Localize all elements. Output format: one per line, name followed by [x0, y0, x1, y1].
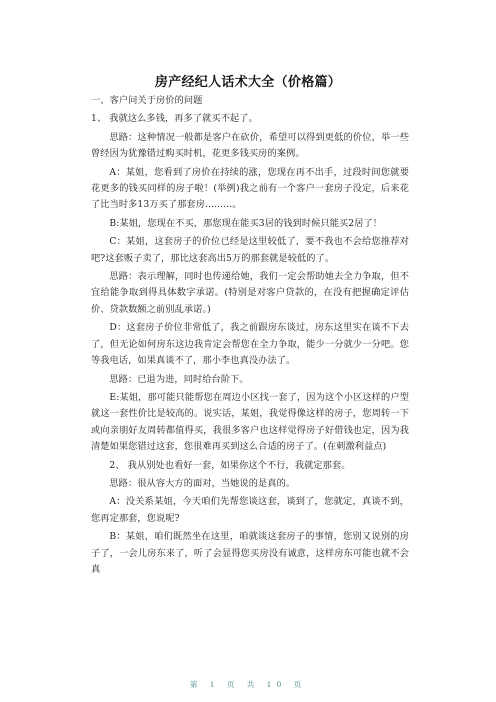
paragraph: E:某姐，那可能只能帮您在周边小区找一套了，因为这个小区这样的户型就这一套性价比是较高的。说实话，某姐，我觉得像这样的房子，您周转一下或向亲朋好友周转都值得买，我很多客户也这样觉得房子好借钱也定，因为我清楚如果您错过这套，您很难再买到这么合适的房子了。(在刺激利益点)	[91, 391, 409, 453]
paragraph: 2、 我从别处也看好一套，如果你这个不行，我就定那套。	[109, 459, 351, 471]
paragraph: A：没关系某姐，今天咱们先帮您谈这套，谈到了，您就定，真谈不到，您再定那套，您说呢?	[91, 496, 409, 524]
paragraph: 思路：这种情况一般都是客户在砍价，希望可以得到更低的价位，举一些曾经因为犹豫错过购买时机，花更多钱买房的案例。	[91, 131, 409, 160]
paragraph: A：某姐，您看到了房价在持续的涨，您现在再不出手，过段时间您就要花更多的钱买同样的房子啦！(举例)我之前有一个客户一套房子没定，后来花了比当时多13万买了那套房.........。	[91, 166, 409, 211]
paragraph: D：这套房子价位非常低了，我之前跟房东谈过，房东这里实在谈不下去了，但无论如何房东这边我肯定会帮您在全力争取，能少一分就少一分吧。您等我电话，如果真谈不了，那小李也真没办法了。	[91, 322, 409, 367]
document-title: 房产经纪人话术大全（价格篇）	[154, 75, 342, 90]
paragraph: 一、客户问关于房价的问题	[91, 95, 203, 106]
paragraph: C：某姐，这套房子的价位已经是这里较低了，要不我也不会给您推荐对吧?这套贩子卖了，那比这套高出5万的那套就是较低的了。	[91, 236, 409, 264]
paragraph: 1、 我就这么多钱，再多了就买不起了。	[91, 113, 258, 125]
paragraph: B：某姐，咱们既然坐在这里，咱就谈这套房子的事情，您别又说别的房子了，一会儿房东来了，听了会显得您买房没有诚意，这样房东可能也就不会真	[91, 531, 409, 575]
paragraph: B:某姐，您现在不买，那您现在能买3居的钱到时候只能买2居了！	[109, 217, 383, 229]
paragraph: 思路：很从容大方的面对，当她说的是真的。	[109, 477, 296, 489]
document-body	[91, 93, 409, 580]
paragraph: 思路：表示理解，同时也传递给她，我们一定会帮助她去全力争取，但不宜给能争取到得具体数字承诺。(特别是对客户贷款的，在没有把握确定评估价、贷款数额之前别乱承诺。)	[91, 271, 409, 315]
paragraph: 思路：已退为进，同时给台阶下。	[109, 373, 249, 385]
page-footer: 第 1 页 共 10 页	[189, 680, 307, 689]
